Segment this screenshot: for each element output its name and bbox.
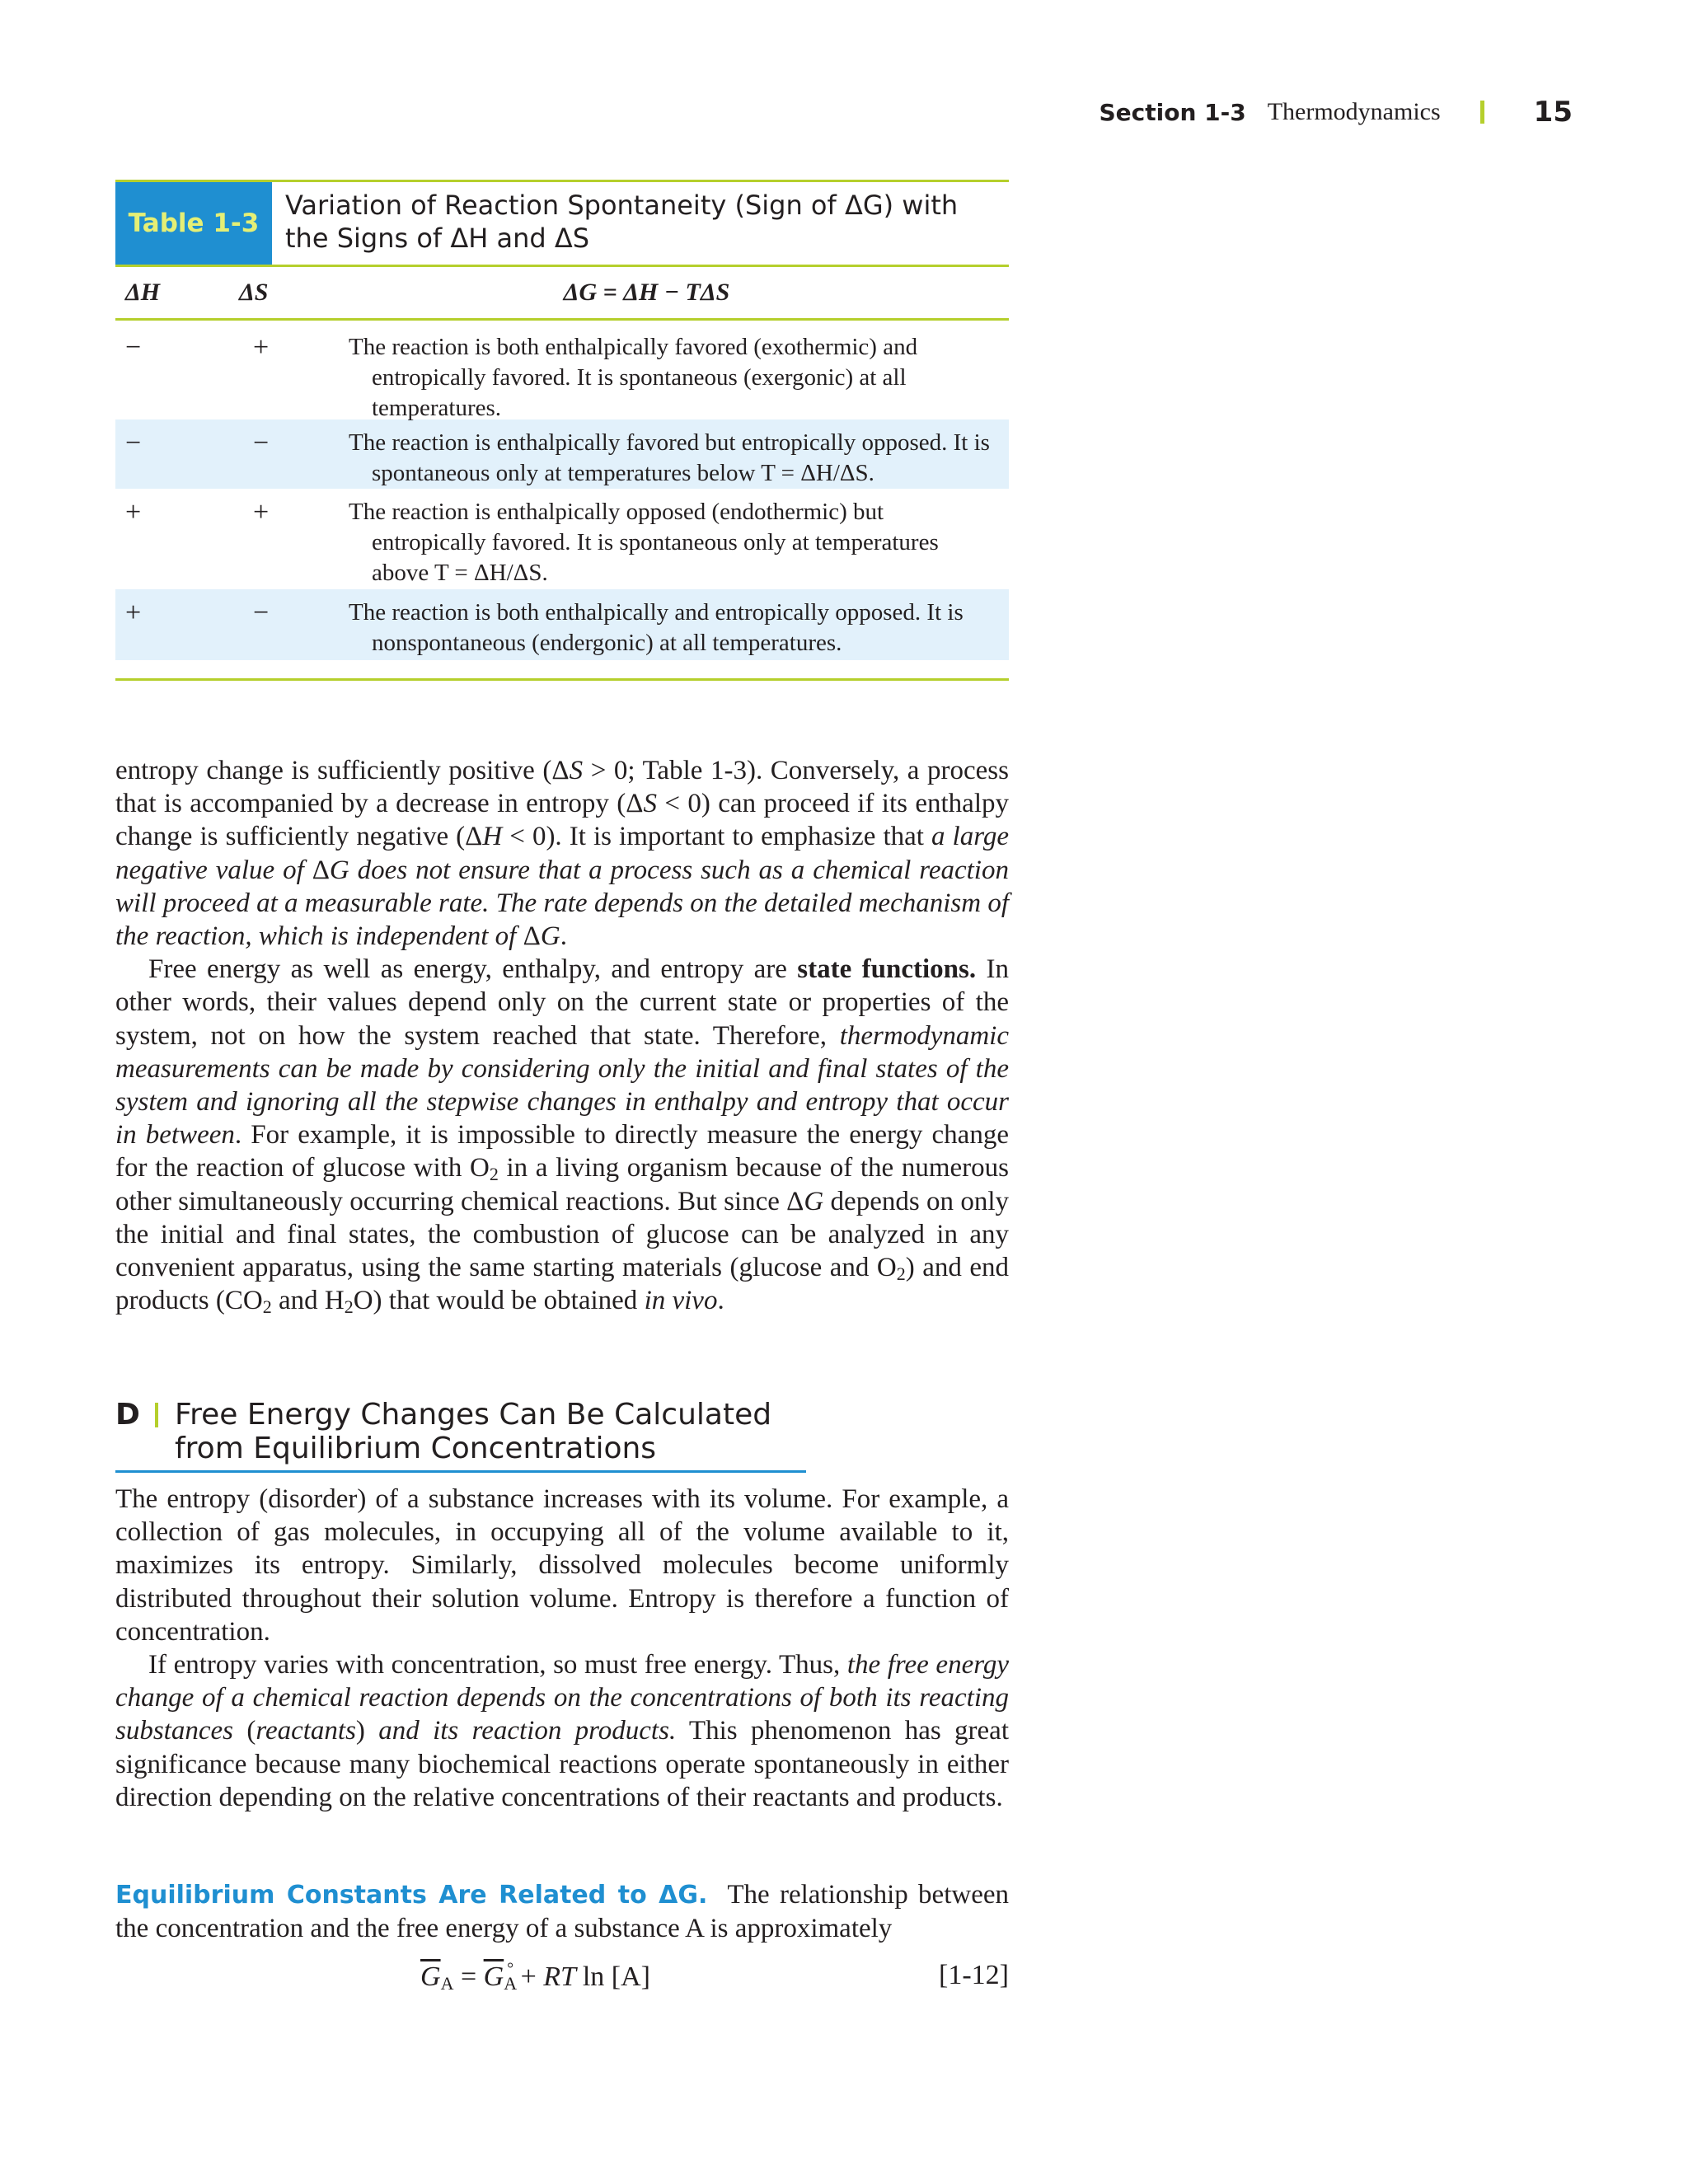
table-title-line-1: Variation of Reaction Spontaneity (Sign of ΔG) with [285,190,959,221]
sign-delta-s: − [253,428,270,458]
divider-bar [1480,101,1484,124]
column-header-delta-g: ΔG = ΔH − TΔS [563,279,730,306]
body-text-section-d [115,1483,1009,1814]
equation-body: $\overline{G}_A = \overline{G}_A^\circ$ + RT ln [A] [420,1960,651,1994]
run-in-heading: Equilibrium Constants Are Related to ΔG. [115,1881,708,1910]
section-divider-bar [155,1403,158,1427]
row-description: The reaction is enthalpically favored but entropically opposed. It is spontaneous only at temperatures below T = ΔH/ΔS. [349,429,990,486]
column-header-delta-h: ΔH [125,279,161,306]
sign-delta-h: − [125,428,142,458]
table-1-3 [115,180,1009,681]
row-description: The reaction is both enthalpically favored (exothermic) and entropically favored. It is spontaneous (exergonic) at all temperatures. [349,334,918,421]
table-header [115,180,1009,267]
sign-delta-s: − [253,598,270,628]
table-row [115,419,1009,489]
section-title: Thermodynamics [1267,98,1441,125]
running-head [1099,92,1573,132]
table-bottom-rule [115,678,1009,681]
table-column-headers [115,267,1009,321]
paragraph: Free energy as well as energy, enthalpy, and entropy are state functions. In other words, their values depend only on the current state or properties of the system, not on how the system reached that state. Therefore, thermodynamic measurements can be made by considering only the initial and final states of the system and ignoring all the stepwise changes in enthalpy and entropy that occur in between. For example, it is impossible to directly measure the energy change for the reaction of glucose with $O_2$ in a living organism because of the numerous other simultaneously occurring chemical reactions. But since ΔG depends on only the initial and final states, the combustion of glucose can be analyzed in any convenient apparatus, using the same starting materials (glucose and $O_2$) and end products ($CO_2$ and $H_2O$) that would be obtained in vivo. [115,954,1010,1318]
page-number: 15 [1533,96,1573,129]
table-title [272,182,1009,265]
paragraph: Equilibrium Constants Are Related to ΔG. The relationship between the concentration and the free energy of a substance A is approximately [115,1880,1009,1944]
row-description: The reaction is both enthalpically and entropically opposed. It is nonspontaneous (endergonic) at all temperatures. [349,599,964,656]
table-label: Table 1-3 [115,182,272,265]
table-row [115,489,1009,589]
column-header-delta-s: ΔS [239,279,269,306]
paragraph: entropy change is sufficiently positive (ΔS > 0; Table 1-3). Conversely, a process that is accompanied by a decrease in entropy (ΔS < 0) can proceed if its enthalpy change is sufficiently negative (ΔH < 0). It is important to emphasize that a large negative value of ΔG does not ensure that a process such as a chemical reaction will proceed at a measurable rate. The rate depends on the detailed mechanism of the reaction, which is independent of ΔG. [115,756,1009,952]
body-text-top [115,754,1009,1317]
section-number: Section 1-3 [1099,98,1246,126]
equation-number: [1-12] [939,1960,1009,1990]
section-heading-title: Free Energy Changes Can Be Calculated from Equilibrium Concentrations [175,1398,772,1465]
sign-delta-h: + [125,497,142,527]
section-letter: D [115,1398,140,1432]
table-row [115,589,1009,660]
sign-delta-h: − [125,332,142,363]
sign-delta-s: + [253,497,270,527]
body-text-equilibrium [115,1878,1009,1945]
section-heading [115,1398,806,1473]
sign-delta-h: + [125,598,142,628]
sign-delta-s: + [253,332,270,363]
paragraph: The entropy (disorder) of a substance increases with its volume. For example, a collection of gas molecules, in occupying all of the volume available to it, maximizes its entropy. Similarly, dissolved molecules become uniformly distributed throughout their solution volume. Entropy is therefore a function of concentration. [115,1484,1009,1647]
table-row [115,321,1009,419]
row-description: The reaction is enthalpically opposed (endothermic) but entropically favored. It is spontaneous only at temperatures above T = ΔH/ΔS. [349,499,939,586]
equation-1-12 [115,1960,1009,1996]
paragraph: If entropy varies with concentration, so must free energy. Thus, the free energy change of a chemical reaction depends on the concentrations of both its reacting substances (reactants) and its reaction products. This phenomenon has great significance because many biochemical reactions operate spontaneously in either direction depending on the relative concentrations of their reactants and products. [115,1650,1009,1812]
table-title-line-2: the Signs of ΔH and ΔS [285,223,590,254]
